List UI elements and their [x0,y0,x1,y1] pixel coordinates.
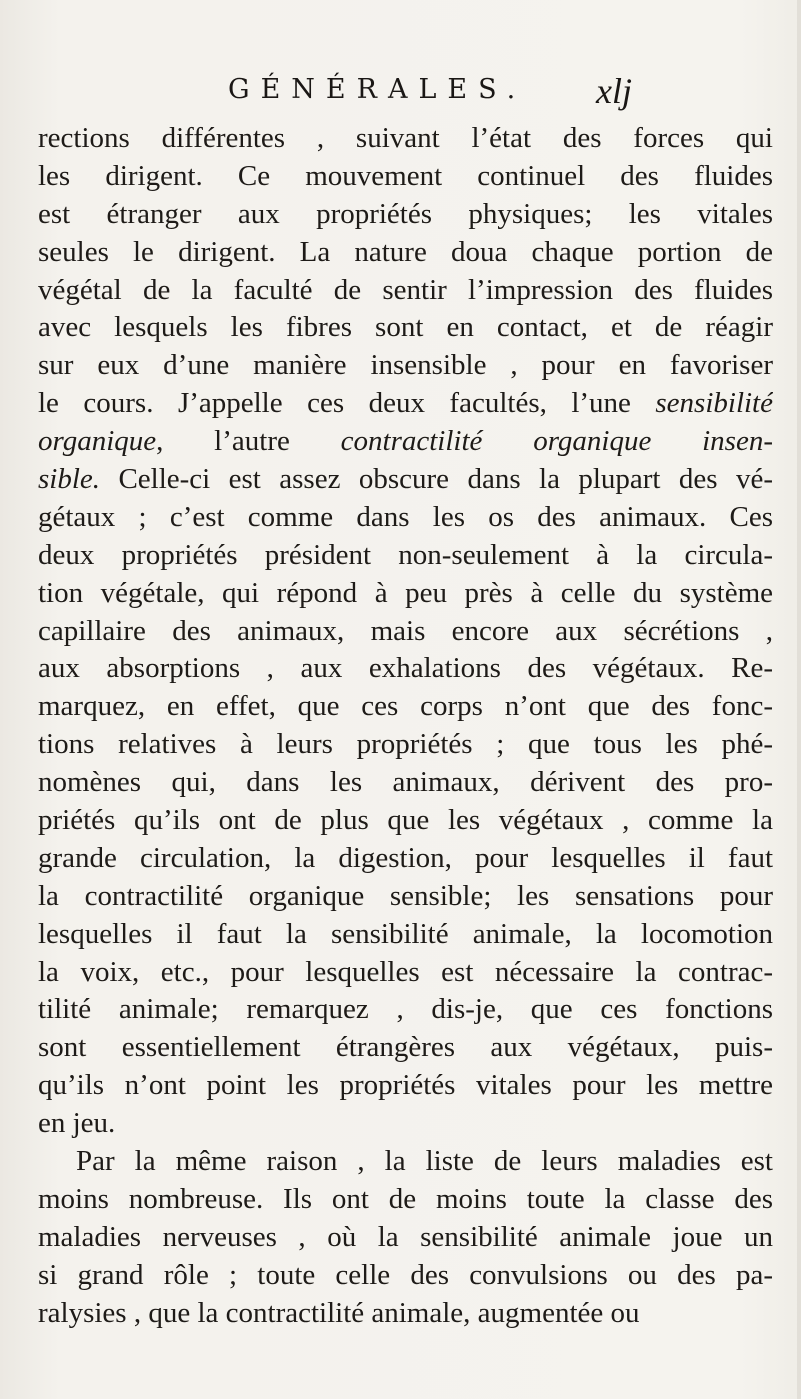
text-run: avec lesquels les fibres sont en contact, et de réagir [38,311,773,344]
text-line [38,613,773,651]
text-run: rections différentes , suivant l’état des forces qui [38,122,773,154]
text-run: la contractilité organique sensible; les sensations pour [38,879,773,912]
text-line [38,158,773,196]
text-run: tions relatives à leurs propriétés ; que tous les phé- [38,728,773,761]
text-run: priétés qu’ils ont de plus que les végétaux , comme la [38,804,773,837]
text-line [38,1105,773,1143]
text-run: gétaux ; c’est comme dans les os des animaux. Ces [38,500,773,533]
text-line [38,1067,773,1105]
text-line [38,1029,773,1067]
text-run: deux propriétés président non-seulement à la circula- [38,538,773,571]
text-run: ralysies , que la contractilité animale, augmentée ou [38,1296,640,1329]
text-line [38,840,773,878]
text-run: sur eux d’une manière insensible , pour en favoriser [38,349,773,382]
text-line [38,726,773,764]
text-run: Celle-ci est assez obscure dans la plupart des vé- [100,463,773,496]
text-line [38,272,773,310]
running-head [0,72,801,112]
text-line [38,347,773,385]
text-run: est étranger aux propriétés physiques; les vitales [38,197,773,230]
text-line [38,954,773,992]
text-run: qu’ils n’ont point les propriétés vitales pour les mettre [38,1069,773,1102]
text-line [38,688,773,726]
text-run: si grand rôle ; toute celle des convulsions ou des pa- [38,1258,773,1291]
text-line [38,423,773,461]
body-text [38,120,773,1333]
text-run: moins nombreuse. Ils ont de moins toute la classe des [38,1182,773,1215]
text-run: lesquelles il faut la sensibilité animale, la locomotion [38,917,773,950]
text-line [38,120,773,158]
text-line [38,1143,773,1181]
text-line [38,461,773,499]
text-run: grande circulation, la digestion, pour lesquelles il faut [38,841,773,874]
text-run: nomènes qui, dans les animaux, dérivent des pro- [38,766,773,799]
italic-term: sensibilité [655,387,773,420]
text-run: la voix, etc., pour lesquelles est nécessaire la contrac- [38,955,773,988]
text-run: les dirigent. Ce mouvement continuel des fluides [38,159,773,192]
text-line [38,764,773,802]
page-number: xlj [596,71,632,111]
text-line [38,1219,773,1257]
text-run: tilité animale; remarquez , dis-je, que ces fonctions [38,993,773,1026]
text-line [38,499,773,537]
text-line [38,650,773,688]
text-line [38,1181,773,1219]
text-line [38,991,773,1029]
text-run: aux absorptions , aux exhalations des végétaux. Re- [38,652,773,685]
text-line [38,1257,773,1295]
text-run: marquez, en effet, que ces corps n’ont que des fonc- [38,690,773,723]
text-run: maladies nerveuses , où la sensibilité animale joue un [38,1220,773,1253]
text-run: tion végétale, qui répond à peu près à celle du système [38,576,773,609]
italic-term: contractilité organique insen- [340,425,773,458]
italic-term: organique [38,425,157,458]
text-line [38,196,773,234]
text-line [38,878,773,916]
text-line [38,1295,773,1333]
italic-term: sible. [38,463,101,496]
text-run: végétal de la faculté de sentir l’impression des fluides [38,273,773,306]
text-run: le cours. J’appelle ces deux facultés, l’une [38,387,656,420]
text-run: Par la même raison , la liste de leurs maladies est [76,1145,773,1178]
text-run: capillaire des animaux, mais encore aux sécrétions , [38,614,773,647]
text-line [38,802,773,840]
text-line [38,575,773,613]
page-edge [797,0,801,1399]
text-run: seules le dirigent. La nature doua chaque portion de [38,235,773,268]
text-run: sont essentiellement étrangères aux végétaux, puis- [38,1031,773,1064]
text-line [38,916,773,954]
text-line [38,234,773,272]
text-run: , l’autre [156,425,341,458]
text-line [38,309,773,347]
text-run: en jeu. [38,1107,116,1140]
text-line [38,537,773,575]
text-line [38,385,773,423]
running-head-title: GÉNÉRALES. [228,74,527,105]
